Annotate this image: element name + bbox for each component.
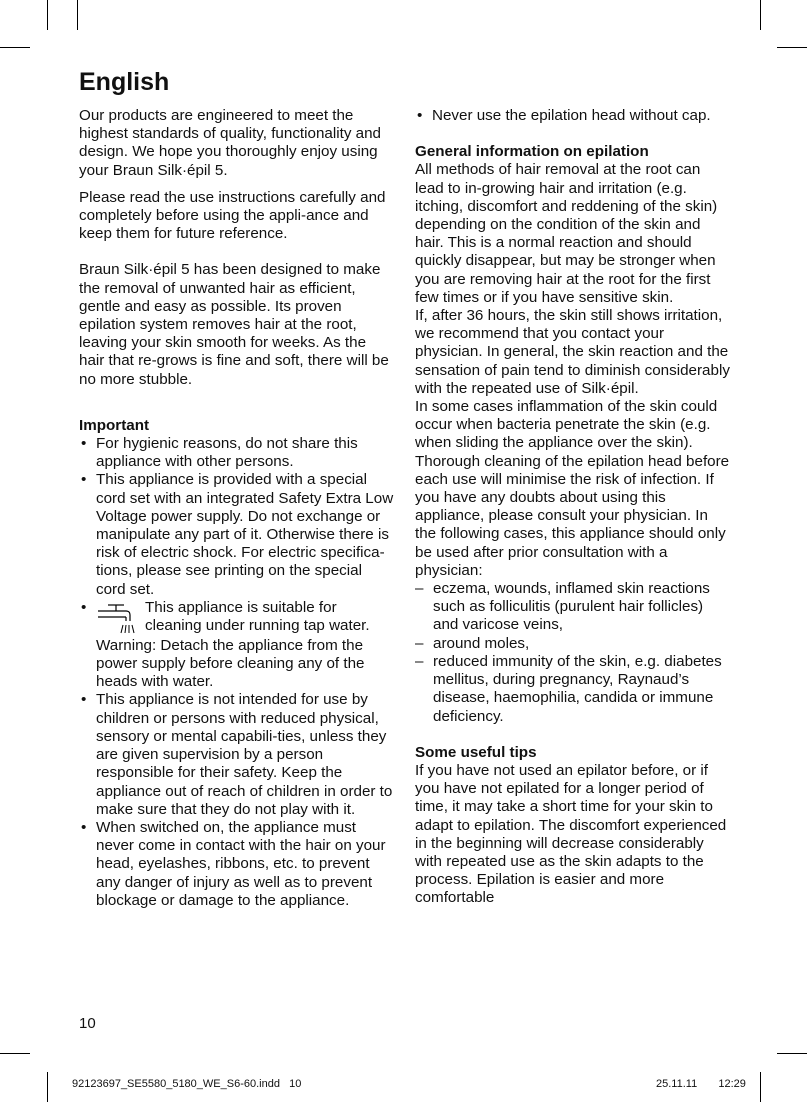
left-column [79,107,395,910]
language-heading: English [79,68,170,96]
crop-mark-bottom-left-horizontal [0,1053,30,1054]
crop-mark-top-right-horizontal [777,47,807,48]
general-paragraph-3: In some cases inflammation of the skin could occur when bacteria penetrate the skin (e.g. when sliding the appliance over the skin). [415,398,718,452]
warning-text: Warning: Detach the appliance from the power supply before cleaning any of the heads with water. [96,636,365,691]
cap-list [415,107,731,125]
useful-tips-heading: Some useful tips [415,743,537,761]
list-item: • For hygienic reasons, do not share this appliance with other persons. [79,435,395,471]
tips-paragraph-1: If you have not used an epilator before, or if you have not epilated for a longer period of time, it may take a short time for your skin to adapt to epilation. The discomfort experienced in the beginning will decrease considerably with repeated use as the skin adapts to the process. Epilation is easier and more comfortable [415,761,727,907]
important-list-continued [79,691,395,909]
important-heading: Important [79,416,150,434]
list-item: • This appliance is provided with a special cord set with an integrated Safety Extra Low Voltage power supply. Do not exchange or manipulate any part of it. Otherwise there is risk of electric shock. For electric specifica-tions, please see printing on the special cord set. [79,471,395,598]
list-item: – around moles, [415,635,731,653]
general-paragraph-1: All methods of hair removal at the root can lead to in-growing hair and irritation (e.g. itching, discomfort and reddening of the skin) depending on the condition of the skin and hair. This is a normal reaction and should quickly disappear, but may be stronger when you are removing hair at the root for the first few times or if you have sensitive skin. [415,161,718,306]
right-column [415,107,731,908]
conditions-list [415,580,731,726]
general-paragraph-2: If, after 36 hours, the skin still shows irritation, we recommend that you contact your physician. In general, the skin reaction and the sensation of pain tend to diminish considerably with the repeated use of Silk·épil. [415,307,730,397]
page-number: 10 [79,1015,96,1032]
list-item: • This appliance is not intended for use by children or persons with reduced physical, sensory or mental capabili-ties, unless they are given supervision by a person responsible for their safety. Keep the appliance out of reach of children in order to make sure that they do not play with it. [79,691,395,818]
crop-mark-bottom-left-vertical [47,1072,48,1102]
intro-paragraph-2: Please read the use instructions carefully and completely before using the appli-ance and keep them for future reference. [79,188,386,243]
slug-filename: 92123697_SE5580_5180_WE_S6-60.indd 10 [72,1078,302,1090]
crop-mark-top-left-horizontal [0,47,30,48]
list-item: – eczema, wounds, inflamed skin reactions such as folliculitis (purulent hair follicles) and varicose veins, [415,580,731,635]
general-info-heading: General information on epilation [415,143,649,161]
crop-mark-top-left-vertical [47,0,48,30]
important-list [79,435,395,637]
tap-water-text: • This appliance is suitable for cleaning under running tap water. [145,598,370,635]
intro-paragraph-3: Braun Silk·épil 5 has been designed to make the removal of unwanted hair as efficient, gentle and easy as possible. Its proven epilation system removes hair at the root, leaving your skin smooth for weeks. As the hair that re-grows is fine and soft, there will be no more stubble. [79,261,389,388]
intro-paragraph-1: Our products are engineered to meet the highest standards of quality, functionality and design. We hope you thoroughly enjoy using your Braun Silk·épil 5. [79,107,381,179]
list-item: • When switched on, the appliance must never come in contact with the hair on your head, eyelashes, ribbons, etc. to prevent any danger of injury as well as to prevent blockage or damage to the appliance. [79,819,395,910]
list-item: – reduced immunity of the skin, e.g. diabetes mellitus, during pregnancy, Raynaud’s disease, haemophilia, candida or immune deficiency. [415,653,731,726]
crop-mark-bottom-right-horizontal [777,1053,807,1054]
list-item: • Never use the epilation head without cap. [415,107,731,125]
crop-mark-top-left-vertical-inner [77,0,78,30]
list-item-tap-water [79,599,395,637]
general-paragraph-4: Thorough cleaning of the epilation head before each use will minimise the risk of infection. If you have any doubts about using this appliance, please consult your physician. In the following cases, this appliance should only be used after prior consultation with a physician: [415,452,730,579]
crop-mark-top-right-vertical [760,0,761,30]
slug-datetime: 25.11.11 12:29 [656,1078,746,1090]
tap-water-icon [96,601,140,637]
crop-mark-bottom-right-vertical [760,1072,761,1102]
